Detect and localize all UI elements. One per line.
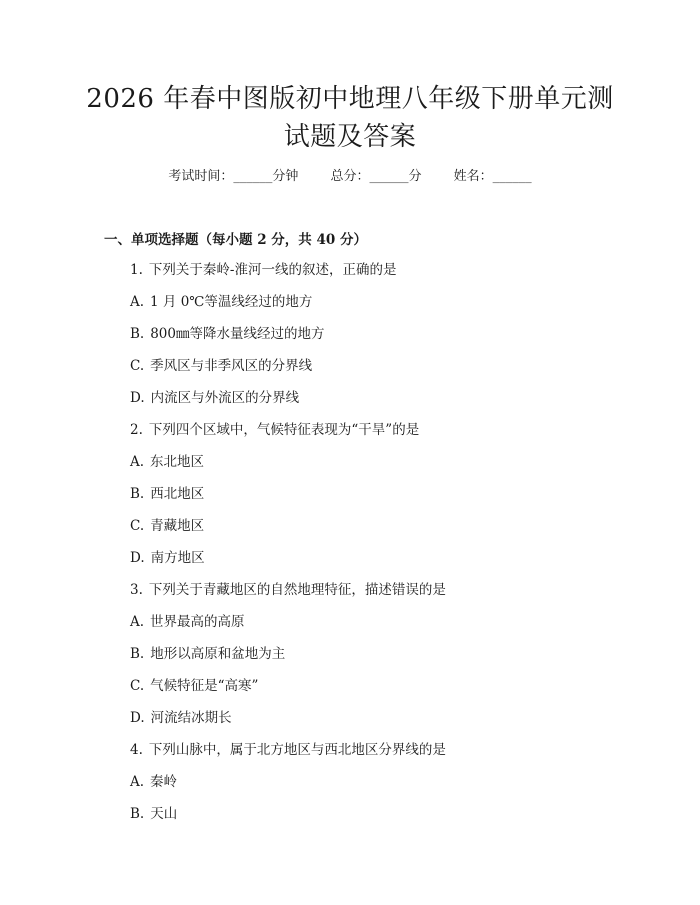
- option-letter: B.: [130, 326, 145, 342]
- option-letter: C.: [130, 678, 145, 694]
- student-name-field: 姓名：______: [453, 169, 532, 184]
- option-text: 地形以高原和盆地为主: [150, 646, 286, 662]
- option-letter: B.: [130, 806, 145, 822]
- option-text: 河流结冰期长: [150, 710, 232, 726]
- option-text: 1 月 0℃等温线经过的地方: [150, 294, 313, 310]
- option-letter: C.: [130, 518, 145, 534]
- option-text: 南方地区: [150, 550, 205, 566]
- option-letter: B.: [130, 486, 145, 502]
- question-number: 1.: [130, 262, 143, 278]
- option-item: [130, 325, 650, 357]
- option-text: 世界最高的高原: [150, 614, 245, 630]
- option-letter: A.: [130, 454, 145, 470]
- exam-meta: [0, 168, 700, 186]
- option-letter: D.: [130, 550, 145, 566]
- question-item: [130, 421, 650, 453]
- option-item: [130, 293, 650, 325]
- question-item: [130, 741, 650, 773]
- option-text: 季风区与非季风区的分界线: [150, 358, 313, 374]
- option-item: [130, 773, 650, 805]
- option-letter: D.: [130, 390, 145, 406]
- option-text: 800㎜等降水量线经过的地方: [150, 326, 325, 342]
- option-item: [130, 677, 650, 709]
- option-letter: B.: [130, 646, 145, 662]
- question-number: 4.: [130, 742, 143, 758]
- option-text: 气候特征是“高寒”: [150, 678, 259, 694]
- option-item: [130, 709, 650, 741]
- question-text: 下列关于秦岭-淮河一线的叙述，正确的是: [148, 262, 397, 278]
- option-letter: C.: [130, 358, 145, 374]
- question-item: [130, 581, 650, 613]
- option-letter: A.: [130, 294, 145, 310]
- question-text: 下列关于青藏地区的自然地理特征，描述错误的是: [148, 582, 446, 598]
- option-item: [130, 485, 650, 517]
- option-letter: A.: [130, 774, 145, 790]
- option-text: 秦岭: [150, 774, 178, 790]
- option-item: [130, 357, 650, 389]
- question-number: 2.: [130, 422, 143, 438]
- option-text: 青藏地区: [150, 518, 205, 534]
- option-item: [130, 517, 650, 549]
- document-title-line-1: 2026 年春中图版初中地理八年级下册单元测: [86, 84, 614, 114]
- option-text: 内流区与外流区的分界线: [150, 390, 300, 406]
- question-number: 3.: [130, 582, 143, 598]
- question-list: [130, 261, 650, 837]
- total-score-field: 总分：______分: [330, 169, 422, 184]
- option-item: [130, 549, 650, 581]
- option-item: [130, 805, 650, 837]
- question-text: 下列四个区域中，气候特征表现为“干旱”的是: [148, 422, 420, 438]
- option-item: [130, 453, 650, 485]
- option-letter: D.: [130, 710, 145, 726]
- option-item: [130, 645, 650, 677]
- option-letter: A.: [130, 614, 145, 630]
- section-heading: 一、单项选择题（每小题 2 分，共 40 分）: [104, 232, 367, 248]
- option-text: 西北地区: [150, 486, 205, 502]
- question-item: [130, 261, 650, 293]
- exam-time-field: 考试时间：______分钟: [168, 169, 299, 184]
- option-item: [130, 389, 650, 421]
- option-text: 东北地区: [150, 454, 205, 470]
- option-text: 天山: [150, 806, 178, 822]
- option-item: [130, 613, 650, 645]
- question-text: 下列山脉中，属于北方地区与西北地区分界线的是: [148, 742, 446, 758]
- document-title-line-2: 试题及答案: [283, 122, 417, 152]
